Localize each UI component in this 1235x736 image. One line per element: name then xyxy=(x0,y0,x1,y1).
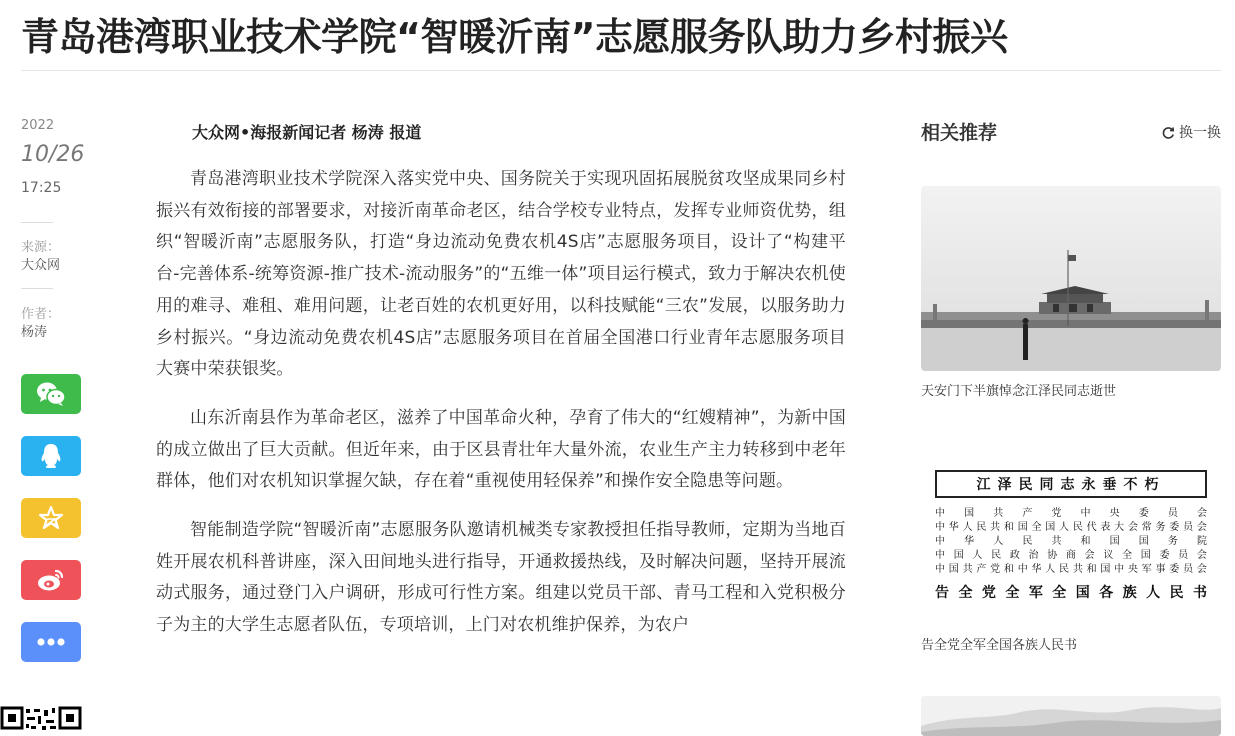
publish-time: 17:25 xyxy=(21,180,62,196)
article-body xyxy=(156,164,846,659)
recommendation-caption[interactable]: 告全党全军全国各族人民书 xyxy=(921,638,1078,653)
notice-issuer: 中 华 人 民 共 和 国 国 务 院 xyxy=(935,536,1207,547)
article-paragraph: 青岛港湾职业技术学院深入落实党中央、国务院关于实现巩固拓展脱贫攻坚成果同乡村振兴有效衔接的部署要求，对接沂南革命老区，结合学校专业特点，发挥专业师资优势，组织“智暖沂南”志愿服务队，打造“身边流动免费农机4S店”志愿服务项目，设计了“构建平台-完善体系-统筹资源-推广技术-流动服务”的“五维一体”项目运行模式，致力于解决农机使用的难寻、难租、难用问题，让老百姓的农机更好用，以科技赋能“三农”发展，以服务助力乡村振兴。“身边流动免费农机4S店”志愿服务项目在首届全国港口行业青年志愿服务项目大赛中荣获银奖。 xyxy=(156,169,846,380)
refresh-label: 换一换 xyxy=(1179,125,1221,141)
author-value: 杨涛 xyxy=(21,325,48,340)
meta-divider xyxy=(21,288,53,289)
meta-divider xyxy=(21,222,53,223)
notice-issuer: 中 华 人 民 共 和 国 全 国 人 民 代 表 大 会 常 务 委 员 会 xyxy=(935,522,1207,533)
notice-issuer: 中 国 人 民 政 治 协 商 会 议 全 国 委 员 会 xyxy=(935,550,1207,561)
qq-icon xyxy=(39,443,63,469)
recommendation-image[interactable] xyxy=(921,460,1221,606)
refresh-icon xyxy=(1162,126,1175,139)
recommendation-image[interactable] xyxy=(921,696,1221,736)
more-icon xyxy=(36,637,66,647)
share-more-button[interactable] xyxy=(21,622,81,662)
article-title: 青岛港湾职业技术学院“智暖沂南”志愿服务队助力乡村振兴 xyxy=(21,15,1008,59)
source-label: 来源： xyxy=(21,240,61,255)
recommendation-image[interactable] xyxy=(921,186,1221,371)
star-icon xyxy=(38,505,64,531)
author-label: 作者： xyxy=(21,307,61,322)
notice-issuer: 中 国 共 产 党 中 央 委 员 会 xyxy=(935,508,1207,519)
source-value[interactable]: 大众网 xyxy=(21,258,61,273)
notice-issuer: 中 国 共 产 党 和 中 华 人 民 共 和 国 中 央 军 事 委 员 会 xyxy=(935,564,1207,575)
refresh-button[interactable] xyxy=(1162,122,1221,142)
notice-main-text: 告 全 党 全 军 全 国 各 族 人 民 书 xyxy=(935,585,1207,601)
recommendations-title: 相关推荐 xyxy=(921,122,998,144)
weibo-icon xyxy=(36,567,66,593)
byline: 大众网•海报新闻记者 杨涛 报道 xyxy=(192,123,422,142)
qr-code xyxy=(0,706,82,732)
title-divider xyxy=(21,70,1221,71)
wechat-icon xyxy=(36,381,66,407)
publish-year: 2022 xyxy=(21,118,55,133)
share-qq-button[interactable] xyxy=(21,436,81,476)
article-paragraph: 智能制造学院“智暖沂南”志愿服务队邀请机械类专家教授担任指导教师，定期为当地百姓开展农机科普讲座，深入田间地头进行指导，开通救援热线，及时解决问题，坚持开展流动式服务，通过登门入户调研，形成可行性方案。组建以党员干部、青马工程和入党积极分子为主的大学生志愿者队伍，专项培训，上门对农机维护保养，为农户 xyxy=(156,520,846,636)
publish-date: 10/26 xyxy=(21,142,85,167)
article-paragraph: 山东沂南县作为革命老区，滋养了中国革命火种，孕育了伟大的“红嫂精神”，为新中国的成立做出了巨大贡献。但近年来，由于区县青壮年大量外流，农业生产主力转移到中老年群体，他们对农机知识掌握欠缺，存在着“重视使用轻保养”和操作安全隐患等问题。 xyxy=(156,407,846,492)
share-wechat-button[interactable] xyxy=(21,374,81,414)
recommendation-caption[interactable]: 天安门下半旗悼念江泽民同志逝世 xyxy=(921,384,1117,399)
share-weibo-button[interactable] xyxy=(21,560,81,600)
share-qzone-button[interactable] xyxy=(21,498,81,538)
notice-heading: 江泽民同志永垂不朽 xyxy=(935,470,1207,498)
